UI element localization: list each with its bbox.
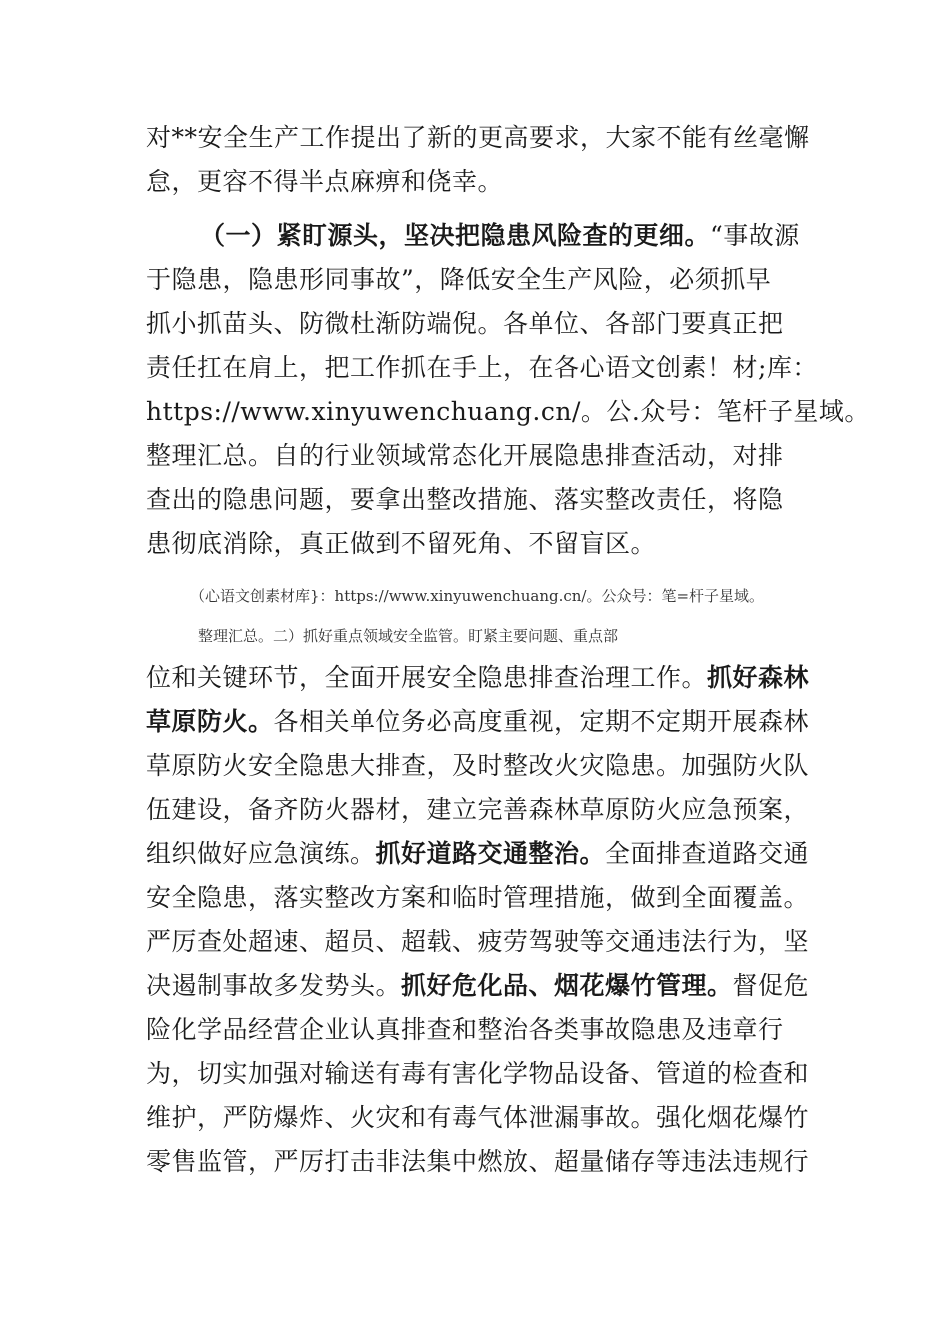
body-line: 严厉查处超速、超员、超载、疲劳驾驶等交通违法行为，坚 xyxy=(146,927,810,956)
body-text: 全面排查道路交通 xyxy=(605,839,810,868)
body-line xyxy=(146,832,809,876)
body-line: 草原防火安全隐患大排查，及时整改火灾隐患。加强防火队 xyxy=(146,751,810,780)
section-heading-line xyxy=(200,214,800,258)
bold-phrase: 抓好危化品、烟花爆竹管理。 xyxy=(401,971,733,1000)
body-text: 组织做好应急演练。 xyxy=(146,839,376,868)
watermark-note-line: 整理汇总。二）抓好重点领域安全监管。盯紧主要问题、重点部 xyxy=(198,627,619,645)
body-line xyxy=(146,656,809,700)
bold-phrase: 抓好道路交通整治。 xyxy=(375,839,606,868)
body-line xyxy=(146,700,809,744)
body-text: “事故源 xyxy=(710,221,800,250)
body-line: 伍建设，备齐防火器材，建立完善森林草原防火应急预案， xyxy=(146,795,810,824)
body-line: 为，切实加强对输送有毒有害化学物品设备、管道的检查和 xyxy=(146,1059,810,1088)
body-line: 零售监管，严厉打击非法集中燃放、超量储存等违法违规行 xyxy=(146,1147,810,1176)
body-text: 决遏制事故多发势头。 xyxy=(146,971,402,1000)
body-line: 维护，严防爆炸、火灾和有毒气体泄漏事故。强化烟花爆竹 xyxy=(146,1103,810,1132)
body-text: 位和关键环节，全面开展安全隐患排查治理工作。 xyxy=(146,663,708,692)
bold-phrase: 草原防火。 xyxy=(146,707,274,736)
watermark-note-line: （心语文创素材库}：https://www.xinyuwenchuang.cn/。公众号：笔=杆子星域。 xyxy=(190,587,765,605)
body-text: 督促危 xyxy=(732,971,810,1000)
body-line: 查出的隐患问题，要拿出整改措施、落实整改责任，将隐 xyxy=(146,485,784,514)
body-line: 安全隐患，落实整改方案和临时管理措施，做到全面覆盖。 xyxy=(146,883,810,912)
body-line: 于隐患，隐患形同事故”，降低安全生产风险，必须抓早 xyxy=(146,265,772,294)
body-line: 对**安全生产工作提出了新的更高要求，大家不能有丝毫懈 xyxy=(146,123,810,152)
body-text: 各相关单位务必高度重视，定期不定期开展森林 xyxy=(273,707,810,736)
body-line: 整理汇总。自的行业领域常态化开展隐患排查活动，对排 xyxy=(146,441,784,470)
body-line: 抓小抓苗头、防微杜渐防端倪。各单位、各部门要真正把 xyxy=(146,309,784,338)
body-line: 责任扛在肩上，把工作抓在手上，在各心语文创素！材;库： xyxy=(146,353,818,382)
bold-phrase: 抓好森林 xyxy=(707,663,810,692)
body-line: https://www.xinyuwenchuang.cn/。公.众号：笔杆子星域。 xyxy=(146,397,870,426)
body-line xyxy=(146,964,809,1008)
section-heading: （一）紧盯源头，坚决把隐患风险查的更细。 xyxy=(200,221,711,250)
body-line: 险化学品经营企业认真排查和整治各类事故隐患及违章行 xyxy=(146,1015,784,1044)
body-line: 患彻底消除，真正做到不留死角、不留盲区。 xyxy=(146,529,657,558)
body-line: 怠，更容不得半点麻痹和侥幸。 xyxy=(146,167,504,196)
